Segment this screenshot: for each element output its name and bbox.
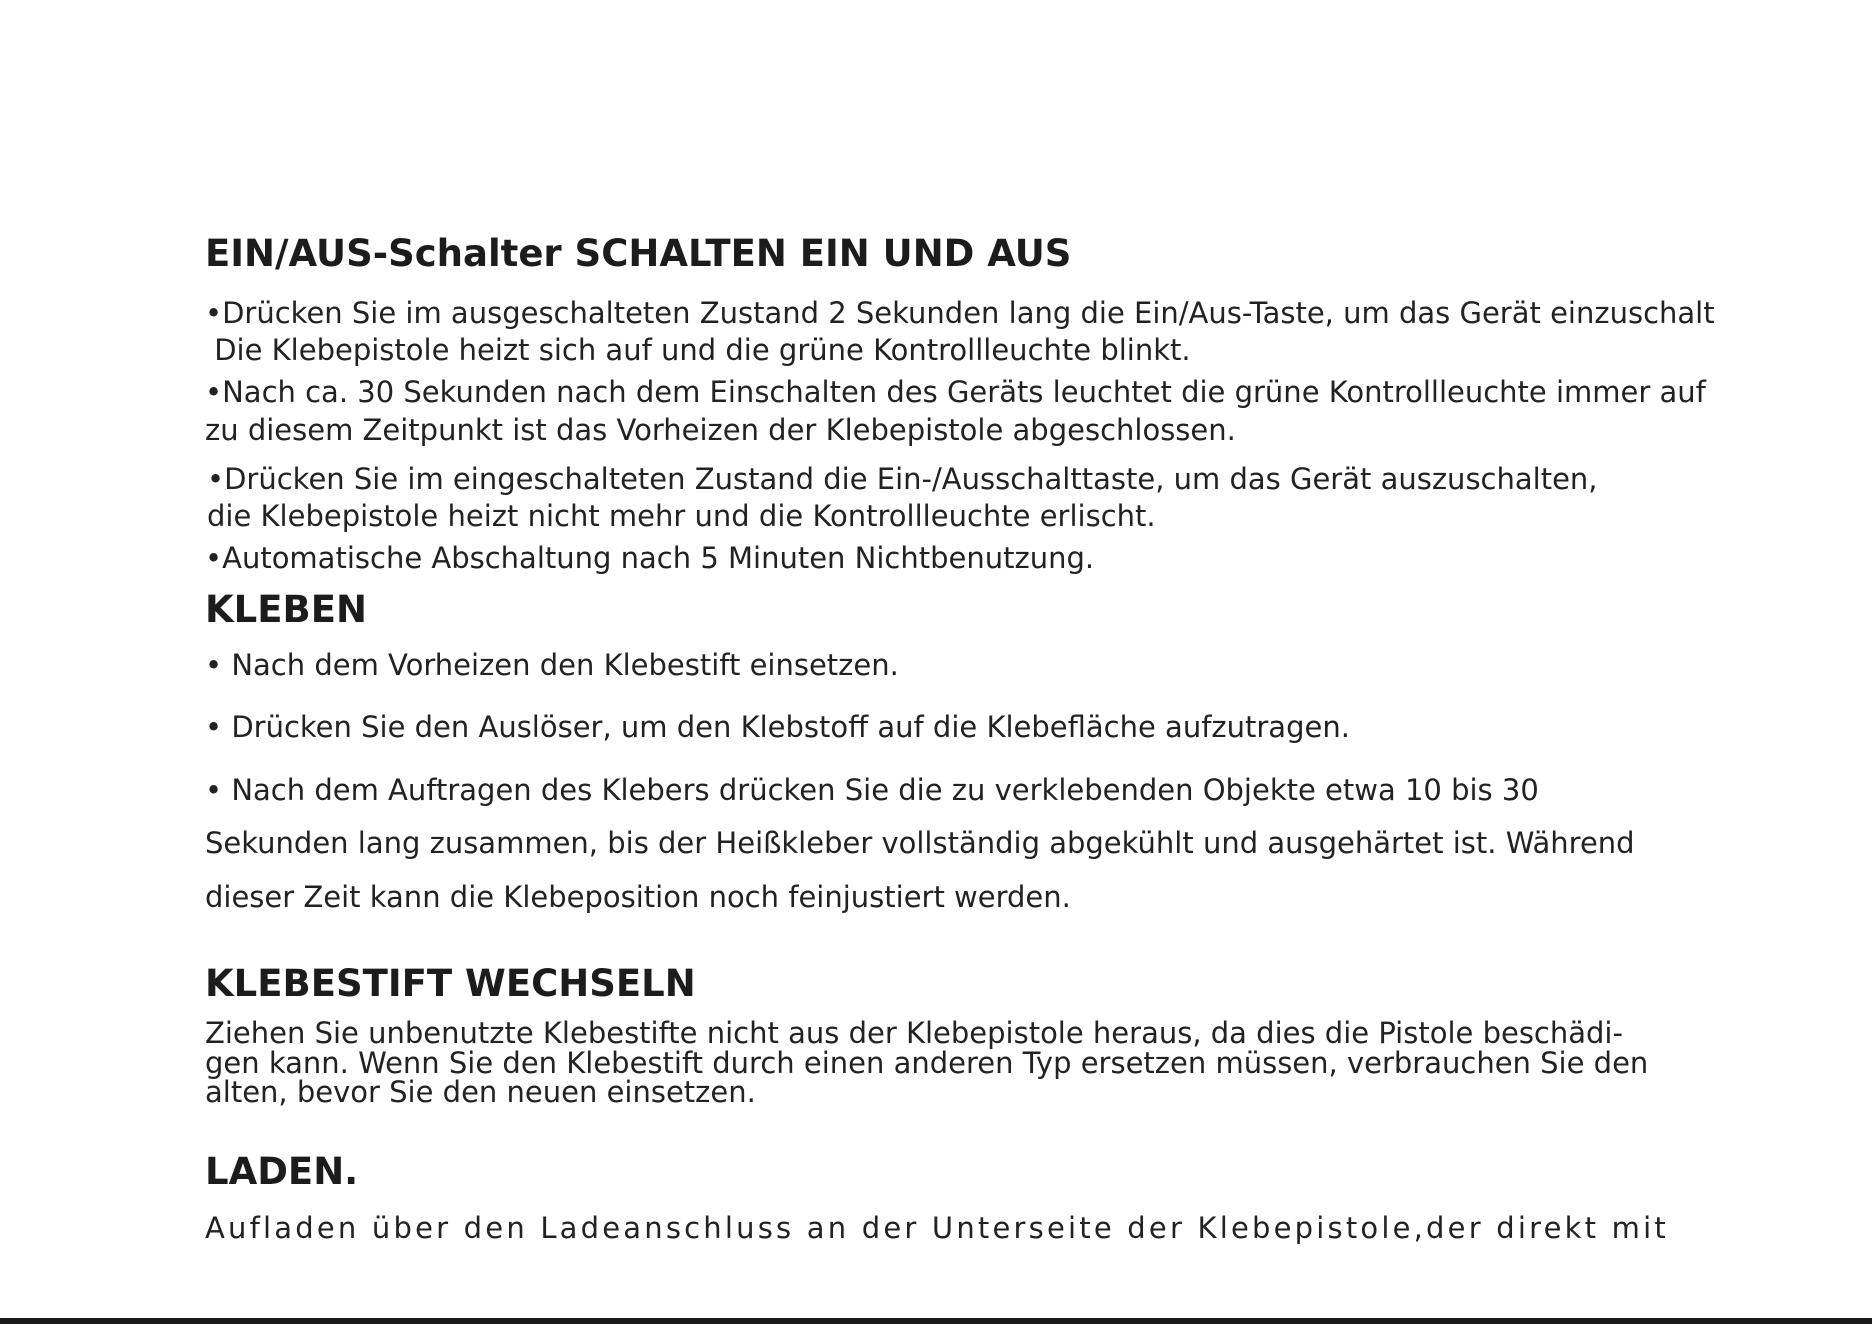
body-line: • Nach dem Auftragen des Klebers drücken Sie die zu verklebenden Objekte etwa 10 bis 30 — [205, 773, 1539, 807]
body-line: zu diesem Zeitpunkt ist das Vorheizen der Klebepistole abgeschlossen. — [205, 413, 1236, 447]
body-line: die Klebepistole heizt nicht mehr und die Kontrollleuchte erlischt. — [207, 499, 1156, 533]
body-line: •Automatische Abschaltung nach 5 Minuten Nichtbenutzung. — [205, 541, 1095, 575]
section-heading-kleben: KLEBEN — [205, 588, 367, 631]
body-line: Die Klebepistole heizt sich auf und die grüne Kontrollleuchte blinkt. — [205, 333, 1191, 367]
body-line: Sekunden lang zusammen, bis der Heißkleber vollständig abgekühlt und ausgehärtet ist. Während — [205, 826, 1635, 860]
body-line: • Nach dem Vorheizen den Klebestift einsetzen. — [205, 648, 899, 682]
body-line: alten, bevor Sie den neuen einsetzen. — [205, 1075, 756, 1109]
body-line: dieser Zeit kann die Klebeposition noch feinjustiert werden. — [205, 880, 1071, 914]
body-line: •Nach ca. 30 Sekunden nach dem Einschalten des Geräts leuchtet die grüne Kontrollleuchte immer auf — [205, 375, 1706, 409]
body-line: •Drücken Sie im ausgeschalteten Zustand 2 Sekunden lang die Ein/Aus-Taste, um das Gerät einzuschalt — [205, 296, 1715, 330]
body-line: gen kann. Wenn Sie den Klebestift durch einen anderen Typ ersetzen müssen, verbrauchen Sie den — [205, 1046, 1649, 1080]
body-line: •Drücken Sie im eingeschalteten Zustand die Ein-/Ausschalttaste, um das Gerät auszuschalten, — [207, 462, 1598, 496]
section-heading-laden: LADEN. — [205, 1150, 359, 1193]
bottom-rule — [0, 1318, 1872, 1324]
body-line: • Drücken Sie den Auslöser, um den Klebstoff auf die Klebefläche aufzutragen. — [205, 710, 1350, 744]
body-line: Aufladen über den Ladeanschluss an der Unterseite der Klebepistole,der direkt mit — [205, 1211, 1669, 1245]
section-heading-klebestift-wechseln: KLEBESTIFT WECHSELN — [205, 962, 696, 1005]
body-line: Ziehen Sie unbenutzte Klebestifte nicht aus der Klebepistole heraus, da dies die Pistole beschädi- — [205, 1016, 1623, 1050]
section-heading-ein-aus: EIN/AUS-Schalter SCHALTEN EIN UND AUS — [205, 232, 1072, 275]
